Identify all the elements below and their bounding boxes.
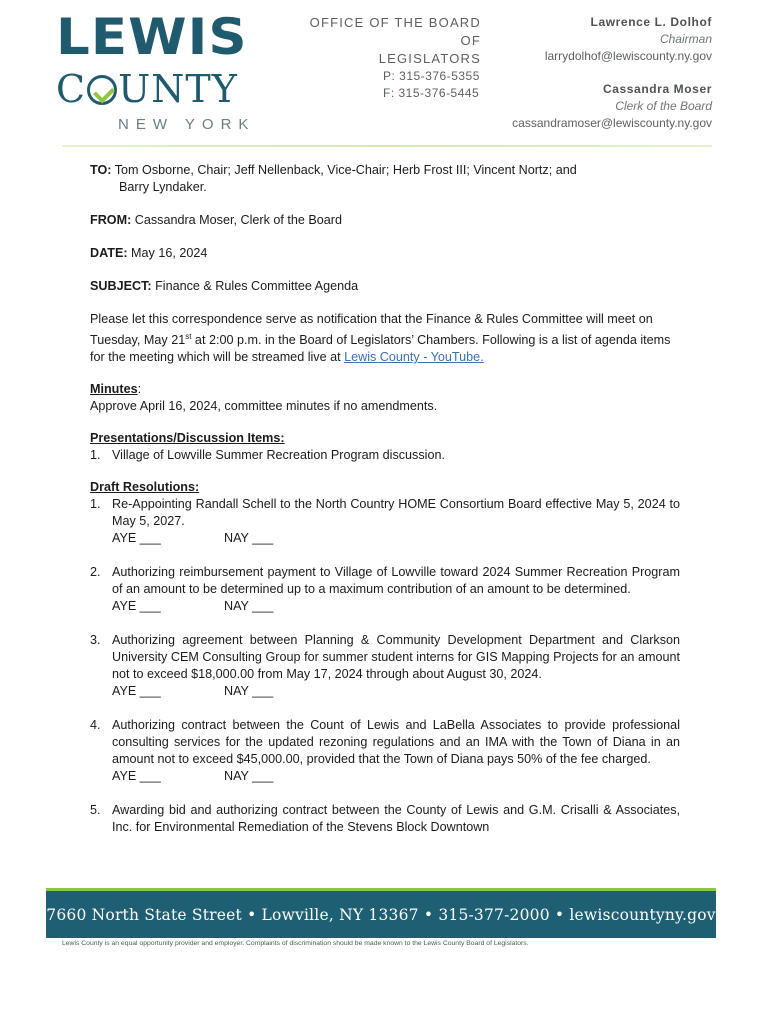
resolution-number: 3. [90,633,101,648]
to-value-line-2: Barry Lyndaker. [119,180,207,194]
minutes-section [90,381,680,415]
resolution-text: Authorizing reimbursement payment to Village of Lowville toward 2024 Summer Recreation Program of an amount to be determined up to a maximum contribution of an amount to be determined. [112,565,680,597]
resolutions-title: Draft Resolutions: [90,480,200,495]
item-text: Village of Lowville Summer Recreation Program discussion. [112,448,445,463]
memo-from [90,212,680,229]
date-label: DATE: [90,246,128,260]
fax-number: F: 315-376-5445 [383,86,480,100]
footer-address: 7660 North State Street • Lowville, NY 13367 • 315-377-2000 • lewiscountyny.gov [46,905,716,924]
vote-line [112,683,680,700]
to-value-line-1: Tom Osborne, Chair; Jeff Nellenback, Vice-Chair; Herb Frost III; Vincent Nortz; and [111,163,577,177]
memo-date [90,245,680,262]
letterhead [0,0,770,150]
intro-text-2: at 2:00 p.m. in the Board of Legislators’ Chambers. Following is a list of agenda items for the meeting which will be streamed live at [90,333,671,365]
aye-field[interactable]: AYE ___ [112,684,161,699]
header-divider [62,145,712,147]
resolution-item [90,496,680,547]
date-value: May 16, 2024 [127,246,208,260]
chair-email-link[interactable]: larrydolhof@lewiscounty.ny.gov [544,49,712,63]
nay-field[interactable]: NAY ___ [224,684,274,699]
checkmark-o-icon [87,75,117,105]
logo-county-prefix: C [56,67,87,111]
resolution-text: Re-Appointing Randall Schell to the North Country HOME Consortium Board effective May 5, 2024 to May 5, 2027. [112,497,680,529]
vote-line [112,768,680,785]
minutes-colon: : [137,382,142,397]
aye-field[interactable]: AYE ___ [112,531,161,546]
item-number: 1. [90,448,101,463]
office-title [293,14,481,68]
memo-to [90,162,680,196]
clerk-name: Cassandra Moser [602,82,712,96]
office-title-line-1: OFFICE OF THE BOARD OF [309,15,481,48]
nay-field[interactable]: NAY ___ [224,599,274,614]
minutes-title: Minutes [90,382,138,397]
footer-address-band [46,888,716,938]
resolution-item [90,564,680,615]
nay-field[interactable]: NAY ___ [224,769,274,784]
presentations-section [90,430,680,464]
phone-number: P: 315-376-5355 [383,69,480,83]
from-label: FROM: [90,213,132,227]
intro-superscript: st [185,332,192,341]
chair-role: Chairman [659,32,712,46]
office-phone-block [383,68,480,102]
resolution-number: 1. [90,497,101,512]
list-item [90,447,680,464]
minutes-text: Approve April 16, 2024, committee minutes if no amendments. [90,399,438,414]
resolution-text: Awarding bid and authorizing contract between the County of Lewis and G.M. Crisalli & Associates, Inc. for Environmental Remediation of the Stevens Block Downtown [112,803,680,835]
resolution-number: 2. [90,565,101,580]
intro-text-1: Please let this correspondence serve as notification that the Finance & Rules Committee will meet on Tuesday, May 21 [90,312,653,348]
logo-lewis-text: LEWIS [56,8,248,66]
resolutions-section [90,479,680,836]
resolution-text: Authorizing agreement between Planning & Community Development Department and Clarkson University CEM Consulting Group for summer student interns for GIS Mapping Projects for an amount not to exceed $18,000.00 from May 17, 2024 through about August 30, 2024. [112,633,680,682]
subject-value: Finance & Rules Committee Agenda [151,279,359,293]
resolution-number: 4. [90,718,101,733]
presentations-title: Presentations/Discussion Items: [90,431,285,446]
intro-paragraph [90,311,680,366]
resolution-number: 5. [90,803,101,818]
vote-line [112,598,680,615]
chair-name: Lawrence L. Dolhof [590,15,712,29]
logo-county-suffix: UNTY [118,67,238,111]
footer-disclaimer: Lewis County is an equal opportunity provider and employer. Complaints of discrimination should be made known to the Lewis County Board of Legislators. [62,940,529,947]
resolution-item [90,632,680,700]
contacts-block [512,14,712,132]
memo-body [90,162,680,853]
vote-line [112,530,680,547]
nay-field[interactable]: NAY ___ [224,531,274,546]
logo-new-york-text: NEW YORK [118,116,256,133]
clerk-role: Clerk of the Board [615,99,712,113]
aye-field[interactable]: AYE ___ [112,769,161,784]
resolution-item [90,717,680,785]
resolution-item [90,802,680,836]
youtube-link[interactable]: Lewis County - YouTube. [344,350,484,365]
lewis-county-logo [56,10,256,133]
memo-subject [90,278,680,295]
logo-county-text [56,68,256,110]
clerk-email-link[interactable]: cassandramoser@lewiscounty.ny.gov [512,116,712,130]
aye-field[interactable]: AYE ___ [112,599,161,614]
to-label: TO: [90,163,112,177]
from-value: Cassandra Moser, Clerk of the Board [131,213,342,227]
subject-label: SUBJECT: [90,279,152,293]
resolution-text: Authorizing contract between the Count of Lewis and LaBella Associates to provide professional consulting services for the updated rezoning regulations and an IMA with the Town of Diana in an amount not to exceed $45,000.00, provided that the Town of Diana pays 50% of the fee charged. [112,718,680,767]
office-title-line-2: LEGISLATORS [378,51,481,66]
